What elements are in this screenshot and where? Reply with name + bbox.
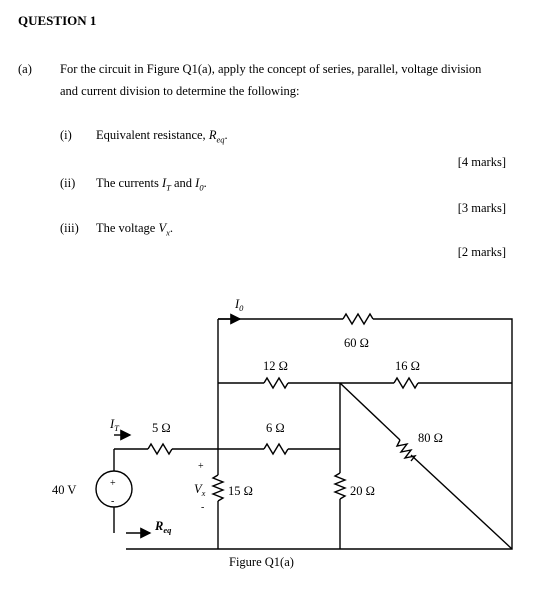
r15-label: 15 Ω: [228, 484, 253, 498]
r16-label: 16 Ω: [395, 359, 420, 373]
marks-label: [4 marks]: [457, 155, 506, 169]
vx-minus: -: [201, 502, 205, 513]
wire-80-lower: [411, 455, 512, 549]
vx-plus: +: [198, 461, 204, 472]
source-minus: -: [111, 496, 115, 507]
resistor-6: [264, 444, 288, 454]
r6-label: 6 Ω: [266, 421, 285, 435]
resistor-12: [264, 378, 288, 388]
marks-label: [3 marks]: [457, 201, 506, 215]
io-label: $I_0$: [235, 297, 244, 313]
r20-label: 20 Ω: [350, 484, 375, 498]
req-label: $R_{eq}$: [155, 519, 172, 535]
item-iii-text: The voltage $V_x$.: [96, 221, 174, 238]
item-number: (ii): [60, 176, 76, 190]
item-i-text: Equivalent resistance, $R_{eq}$.: [96, 128, 228, 145]
resistor-60: [343, 314, 373, 324]
resistor-15: [213, 475, 223, 501]
item-number: (i): [60, 128, 72, 142]
r5-label: 5 Ω: [152, 421, 171, 435]
marks-label: [2 marks]: [457, 245, 506, 259]
resistor-5: [148, 444, 172, 454]
source-plus: +: [110, 478, 116, 489]
question-heading: QUESTION 1: [18, 13, 97, 28]
r80-label: 80 Ω: [418, 431, 443, 445]
resistor-80: [397, 440, 415, 461]
vx-label: $V_x$: [194, 482, 206, 498]
intro-line-1: For the circuit in Figure Q1(a), apply the concept of series, parallel, voltage division: [60, 62, 482, 76]
r12-label: 12 Ω: [263, 359, 288, 373]
item-number: (iii): [60, 221, 79, 235]
source-label: 40 V: [52, 483, 77, 497]
resistor-16: [394, 378, 418, 388]
intro-line-2: and current division to determine the following:: [60, 84, 300, 98]
item-ii-text: The currents $I_T$ and $I_0$.: [96, 176, 207, 193]
part-label: (a): [18, 62, 32, 76]
it-label: $I_T$: [110, 417, 119, 433]
resistor-20: [335, 473, 345, 499]
r60-label: 60 Ω: [344, 336, 369, 350]
figure-caption: Figure Q1(a): [229, 555, 294, 569]
wire-80-upper: [340, 383, 400, 440]
